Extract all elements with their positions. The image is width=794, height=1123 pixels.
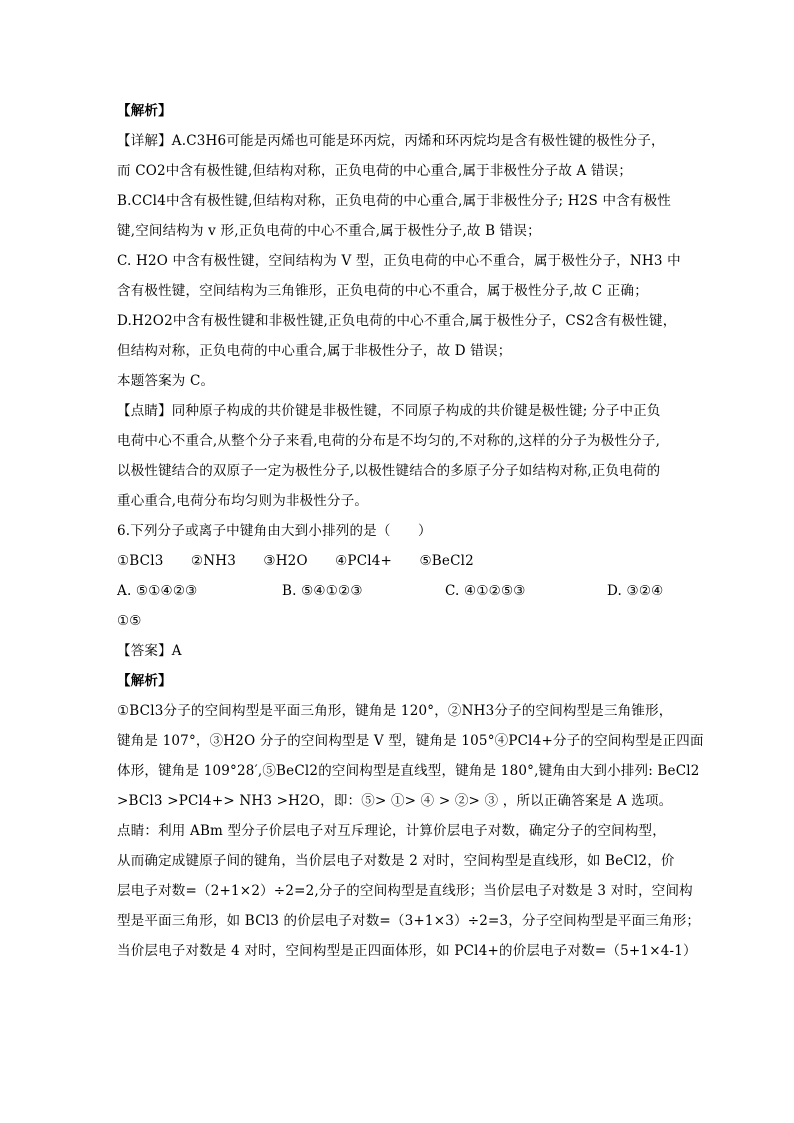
- document-body: [117, 100, 704, 970]
- text-line: 含有极性键，空间结构为三角锥形，正负电荷的中心不重合，属于极性分子,故 C 正确；: [117, 283, 648, 299]
- choice-b: B. ⑤④①②③: [282, 583, 363, 599]
- text-line: 重心重合,电荷分布均匀则为非极性分子。: [117, 493, 369, 509]
- choice-d-continued: ①⑤: [117, 613, 142, 629]
- answer-choices: [117, 580, 687, 610]
- text-line: 层电子对数=（2+1×2）÷2=2,分子的空间构型是直线形；当价层电子对数是 3 对时，空间构: [117, 883, 693, 899]
- choice-d: D. ③②④: [607, 583, 664, 599]
- choice-a: A. ⑤①④②③: [117, 583, 198, 599]
- section-heading: 【解析】: [117, 673, 172, 689]
- text-line: 电荷中心不重合,从整个分子来看,电荷的分布是不均匀的,不对称的,这样的分子为极性分子,: [117, 433, 661, 449]
- text-line: 以极性键结合的双原子一定为极性分子,以极性键结合的多原子分子如结构对称,正负电荷的: [117, 463, 661, 479]
- text-line: 键角是 107°，③H2O 分子的空间构型是 V 型，键角是 105°④PCl4+分子的空间构型是正四面: [117, 733, 704, 749]
- section-heading: 【解析】: [117, 103, 172, 119]
- text-line: C. H2O 中含有极性键，空间结构为 V 型，正负电荷的中心不重合，属于极性分子，NH3 中: [117, 253, 681, 269]
- text-line: D.H2O2中含有极性键和非极性键,正负电荷的中心不重合,属于极性分子，CS2含有极性键，: [117, 313, 677, 329]
- text-line: 体形，键角是 109°28′,⑤BeCl2的空间构型是直线型，键角是 180°,键角由大到小排列: BeCl2: [117, 763, 700, 779]
- text-line: 【详解】A.C3H6可能是丙烯也可能是环丙烷，丙烯和环丙烷均是含有极性键的极性分子，: [117, 133, 665, 149]
- text-line: 【点睛】同种原子构成的共价键是非极性键，不同原子构成的共价键是极性键; 分子中正负: [117, 403, 661, 419]
- text-line: 从而确定成键原子间的键角，当价层电子对数是 2 对时，空间构型是直线形，如 BeCl2，价: [117, 853, 675, 869]
- text-line: 型是平面三角形，如 BCl3 的价层电子对数=（3+1×3）÷2=3，分子空间构型是平面三角形；: [117, 913, 701, 929]
- question-stem: 6.下列分子或离子中键角由大到小排列的是（ ）: [117, 523, 432, 539]
- text-line: ①BCl3分子的空间构型是平面三角形，键角是 120°，②NH3分子的空间构型是三角锥形，: [117, 703, 673, 719]
- text-line: 当价层电子对数是 4 对时，空间构型是正四面体形，如 PCl4+的价层电子对数=（5+1×4-1）: [117, 943, 697, 959]
- text-line: B.CCl4中含有极性键,但结构对称，正负电荷的中心重合,属于非极性分子; H2S 中含有极性: [117, 193, 671, 209]
- text-line: 而 CO2中含有极性键,但结构对称，正负电荷的中心重合,属于非极性分子故 A 错误；: [117, 163, 633, 179]
- text-line: 本题答案为 C。: [117, 373, 215, 389]
- text-line: 点睛：利用 ABm 型分子价层电子对互斥理论，计算价层电子对数，确定分子的空间构型，: [117, 823, 666, 839]
- answer-line: 【答案】A: [117, 643, 182, 659]
- text-line: >BCl3 >PCl4+> NH3 >H2O，即：⑤> ①> ④ > ②> ③ ，所以正确答案是 A 选项。: [117, 793, 673, 809]
- text-line: 键,空间结构为 v 形,正负电荷的中心不重合,属于极性分子,故 B 错误；: [117, 223, 541, 239]
- text-line: 但结构对称，正负电荷的中心重合,属于非极性分子，故 D 错误；: [117, 343, 512, 359]
- question-items: ①BCl3 ②NH3 ③H2O ④PCl4+ ⑤BeCl2: [117, 553, 474, 569]
- choice-c: C. ④①②⑤③: [445, 583, 526, 599]
